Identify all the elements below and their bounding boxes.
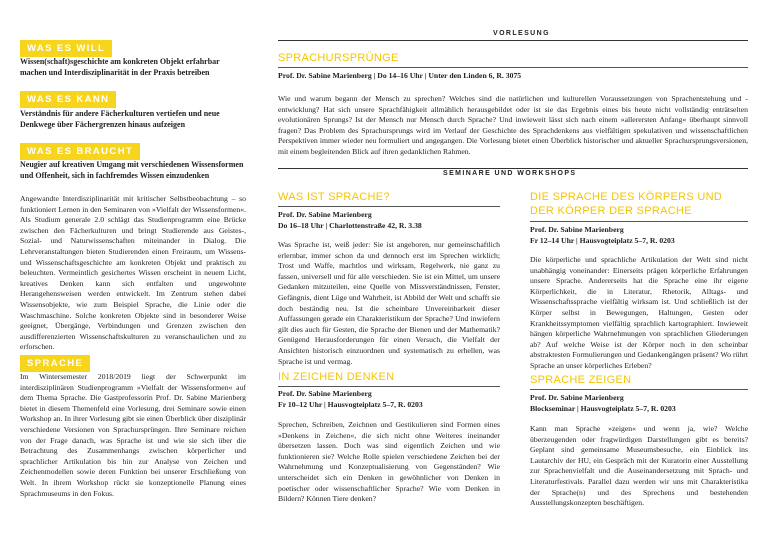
want-text: Wissen(schaft)sgeschichte am konkreten Objekt erfahrbar machen und Interdisziplinarität in der Praxis betreiben <box>20 57 220 77</box>
lecture-rule <box>278 67 748 68</box>
seminar1-text: Was Sprache ist, weiß jeder: Sie ist angeboren, nur gemeinschaftlich erlernbar, immer schon da und dennoch erst im Sprechen wirklich; Trost und Waffe, machtlos und wirksam, Regelwerk, nie ganz zu fassen, universell und für alle verschieden. Sie ist ein Mittel, um unsere Gedanken mitzuteilen, eine Quelle von Missverständnissen, Fenster, Gefängnis, dient Lüge und Wahrheit, ist Abbild der Welt und schafft sie doch beständig neu. Ist die scheinbare Unvereinbarkeit dieser Auffassungen gerade ein Charakteristikum der Sprache? Und inwiefern gilt dies auch für Gesten, die Sprache der Bienen und der Mathematik? Genügend Herausforderungen für einen Versuch, die Vielfalt der Ansichten historisch einzuordnen und systematisch zu erhellen, was Sprache ist und vermag. <box>278 240 500 366</box>
seminar3-title: DIE SPRACHE DES KÖRPERS UND DER KÖRPER DER SPRACHE <box>530 191 723 217</box>
seminar4-meta-person: Prof. Dr. Sabine Marienberg <box>530 393 624 402</box>
seminar2-meta-time: Fr 10–12 Uhr | Hausvogteiplatz 5–7, R. 0203 <box>278 400 423 409</box>
need-text: Neugier auf kreativen Umgang mit verschiedenen Wissensformen und Offenheit, sich in fachfremdes Wissen einzudenken <box>20 160 244 180</box>
seminar1-meta-time: Do 16–18 Uhr | Charlottenstraße 42, R. 3.38 <box>278 221 422 230</box>
seminar3-meta-person: Prof. Dr. Sabine Marienberg <box>530 225 624 234</box>
seminar2-meta-person: Prof. Dr. Sabine Marienberg <box>278 389 372 398</box>
lecture-title: SPRACHURSPRÜNGE <box>278 52 399 64</box>
seminar1-title: WAS IST SPRACHE? <box>278 191 390 203</box>
can-text: Verständnis für andere Fächerkulturen vertiefen und neue Denkwege über Fächergrenzen hinaus aufzeigen <box>20 109 220 129</box>
seminar4-meta-time: Blockseminar | Hausvogteiplatz 5–7, R. 0203 <box>530 404 676 413</box>
seminar2-text: Sprechen, Schreiben, Zeichnen und Gestikulieren sind Formen eines »Denkens in Zeichen«, die sich nicht ohne Weiteres ineinander übersetzen lassen. Doch was sind eigentlich Zeichen und wie funktionieren sie? Welche Rolle spielen verschiedene Zeichen bei der Wahrnehmung und Konzeptualisierung von Gegenständen? Wie unterscheidet sich ein Denken in gewöhnlicher von Denken in poetischer oder wissenschaftlicher Sprache? Wie vom Denken in Bildern? Können Tiere denken? <box>278 420 500 504</box>
seminar2-rule <box>278 386 500 387</box>
seminare-label: SEMINARE UND WORKSHOPS <box>443 170 577 177</box>
seminar2-title: IN ZEICHEN DENKEN <box>278 371 395 383</box>
sprache-text: Im Wintersemester 2018/2019 liegt der Schwerpunkt im interdisziplinären Studienprogramm »Vielfalt der Wissensformen« auf dem Thema Sprache. Die Gastprofessorin Prof. Dr. Sabine Marienberg bietet in diesem Themenfeld eine Vorlesung, drei Seminare sowie einen Workshop an. In ihrer Vorlesung gibt sie einen Überblick über disziplinär verschiedene Versionen von Sprachursprüngen. Ihre Seminare reichen von der Frage danach, was Sprache ist und wie sie sich über die Betrachtung des Zusammenhangs zwischen körperlicher und sprachlicher Artikulation bis hin zur Analyse von Zeichen und Zeichenmodellen sowie deren Funktion bei unserer Erschließung von Welt. In ihrem Workshop rückt sie konzeptionelle Planung eines Sprachmuseums in den Fokus. <box>20 372 246 498</box>
lecture-text: Wie und warum begann der Mensch zu sprechen? Welches sind die natürlichen und kulturellen Voraussetzungen von Sprachentstehung und -entwicklung? Hat sich unsere Sprachfähigkeit allmählich herausgebildet oder ist sie das Ergebnis eines bis heute nicht vollständig enträtselten evolutionären Sprungs? Ist der Mensch nur Mensch durch Sprache? Und inwieweit lässt sich nach einem »allerersten Anfang« überhaupt sinnvoll fragen? Das Problem des Sprachursprungs wird im Verlauf der Geschichte des Sprachdenkens aus vielfältigen spekulativen und wissenschaftlichen Perspektiven immer wieder neu formuliert und angegangen. Die Vorlesung bietet einen Überblick historischer und aktueller Sprachursprungsversionen, mit einem begleitenden Blick auf ihren gedanklichen Rahmen. <box>278 94 748 156</box>
seminar1-rule <box>278 206 500 207</box>
top-rule <box>278 40 748 41</box>
intro-text: Angewandte Interdisziplinarität mit kritischer Selbstbeobachtung – so funktioniert Lernen in den Seminaren von »Vielfalt der Wissensformen«. Als Studium generale 2.0 schlägt das Studienprogramm eine Brücke zwischen den Fächerkulturen und bringt Studierende aus Geistes-, Sozial- und Naturwissenschaften miteinander in Dialog. Die Lehrveranstaltungen bieten Studierenden einen Freiraum, um Wissens- und Wissenschaftsgeschichte am konkreten Objekt und praktisch zu beleuchten. Vermeintlich gesichertes Wissen erscheint in neuem Licht, kreatives Denken kann sich entfalten und ungewohnte Herangehensweisen werden entwickelt. Im Zentrum stehen dabei Wissensobjekte, wie zum Beispiel Sprache, die Linie oder die Waschmaschine. Solche konkreten Objekte sind in besonderer Weise geeignet, Übergänge, Verbindungen und Grenzen zwischen den ausdifferenzierten Wissenschaftskulturen zu veranschaulichen und zu erforschen. <box>20 194 246 352</box>
seminar1-meta-person: Prof. Dr. Sabine Marienberg <box>278 210 372 219</box>
vorlesung-label: VORLESUNG <box>493 30 550 37</box>
lecture-meta: Prof. Dr. Sabine Marienberg | Do 14–16 Uhr | Unter den Linden 6, R. 3075 <box>278 71 522 80</box>
seminar4-rule <box>530 389 748 390</box>
can-label: WAS ES KANN <box>20 91 116 108</box>
seminar3-text: Die körperliche und sprachliche Artikulation der Welt sind nicht unabhängig voneinander: Einerseits prägen körperliche Erfahrungen unsere Sprache. Andererseits hat die Sprache eine ihr eigene Körperlichkeit, die in Literatur, Rhetorik, Alltags- und Wissenschaftssprache vielfältig wirksam ist. Und schließlich ist der Körper selbst in Bewegungen, Haltungen, Gesten oder Krankheitssymptomen vielfältig sprachlich kartographiert. Inwieweit hängen körperliche Wahrnehmungen von sprachlichen Gliederungen ab? Auf welche Weise ist der Körper noch in den scheinbar abstraktesten Formulierungen und Gedankengängen präsent? Wo rührt Sprache an unser körperliches Erleben? <box>530 255 748 370</box>
sprache-label: SPRACHE <box>20 355 90 372</box>
seminar4-text: Kann man Sprache »zeigen« und wenn ja, wie? Welche überzeugenden oder fragwürdigen Darstellungen gibt es bereits? Geplant sind gemeinsame Museumsbesuche, ein Einblick ins Lautarchiv der HU, ein Gespräch mit der Kuratorin einer Ausstellung zur Sprachenvielfalt und die Auseinandersetzung mit Sprach- und Literaturfestivals. Parallel dazu werden wir uns mit Charakteristika der Sprache(n) und des Sprechens und bestehenden Ausstellungskonzepten beschäftigen. <box>530 424 748 508</box>
need-label: WAS ES BRAUCHT <box>20 143 140 160</box>
section-rule <box>278 168 748 169</box>
seminar4-title: SPRACHE ZEIGEN <box>530 374 632 386</box>
want-label: WAS ES WILL <box>20 40 112 57</box>
seminar3-meta-time: Fr 12–14 Uhr | Hausvogteiplatz 5–7, R. 0203 <box>530 236 675 245</box>
seminar3-rule <box>530 221 748 222</box>
